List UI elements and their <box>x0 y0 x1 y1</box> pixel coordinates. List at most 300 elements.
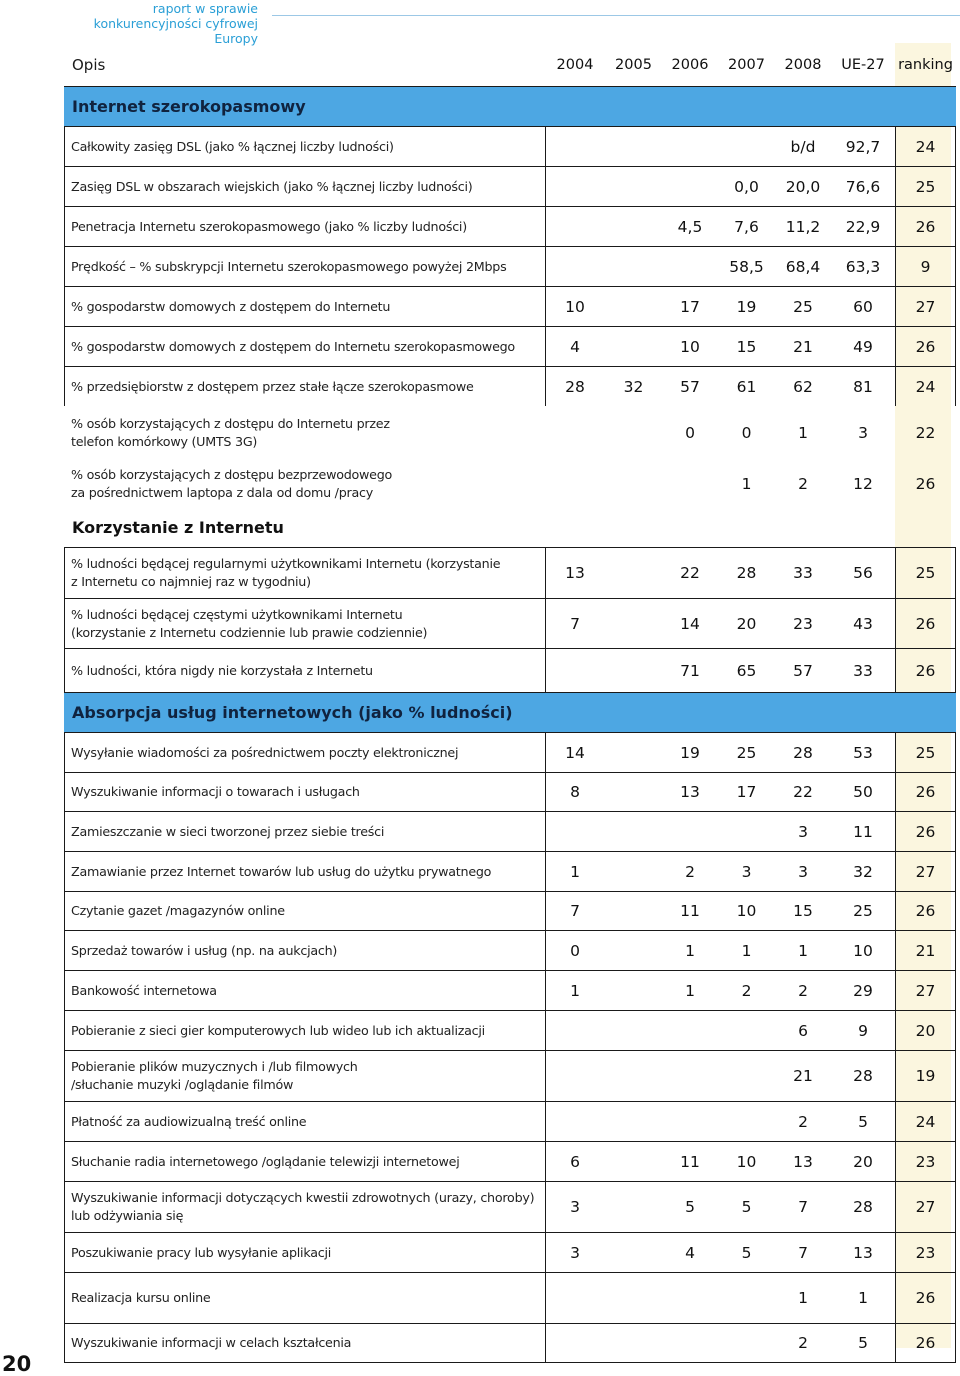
table-row <box>64 126 956 166</box>
row-label-text <box>71 138 394 156</box>
cell-divider <box>64 247 65 286</box>
value-2006: 19 <box>680 743 700 762</box>
row-label-line: Całkowity zasięg DSL (jako % łącznej liczby ludności) <box>71 138 394 154</box>
section-header <box>64 507 956 547</box>
value-2008: 22 <box>793 783 813 801</box>
cell-divider <box>64 773 65 811</box>
value-2007: 0,0 <box>734 177 759 196</box>
cell-divider <box>64 1051 65 1101</box>
value-2008: 13 <box>793 1152 813 1171</box>
value-2004: 13 <box>565 564 585 582</box>
row-label-text <box>71 1058 358 1094</box>
table-row <box>64 326 956 366</box>
value-ranking: 27 <box>915 981 936 1000</box>
value-ue27: 32 <box>853 862 873 881</box>
cell-divider <box>64 1233 65 1272</box>
value-ue27: 5 <box>858 1112 868 1131</box>
cell-divider <box>64 207 65 246</box>
row-label-line: % ludności będącej częstymi użytkownikami Internetu <box>71 606 403 622</box>
value-ranking: 26 <box>915 474 936 493</box>
row-label-line: Czytanie gazet /magazynów online <box>71 903 285 918</box>
value-2008: b/d <box>790 137 816 156</box>
value-2008: 7 <box>798 1198 808 1216</box>
row-label-text <box>71 1244 331 1262</box>
value-ranking: 26 <box>915 1289 936 1307</box>
value-2007: 65 <box>736 661 757 680</box>
table-row <box>64 1010 956 1050</box>
page-number: 20 <box>2 1352 32 1376</box>
value-ranking: 25 <box>915 177 936 196</box>
value-ue27: 76,6 <box>845 177 881 196</box>
row-label-line: Zamawianie przez Internet towarów lub usług do użytku prywatnego <box>71 863 492 879</box>
row-label <box>71 773 360 811</box>
row-label <box>71 406 390 460</box>
value-2004: 4 <box>570 337 580 356</box>
value-2008: 3 <box>798 822 808 841</box>
value-2004: 10 <box>565 297 585 316</box>
value-ranking: 26 <box>915 1334 936 1352</box>
cell-divider <box>545 1102 546 1141</box>
value-ue27: 25 <box>853 902 873 920</box>
value-2006: 1 <box>685 981 695 1000</box>
section-title: Korzystanie z Internetu <box>72 517 284 537</box>
row-label-line: Bankowość internetowa <box>71 982 217 998</box>
value-2007: 5 <box>741 1243 752 1262</box>
value-ue27: 12 <box>853 474 873 493</box>
table-row <box>64 1232 956 1272</box>
value-2004: 1 <box>570 981 580 1000</box>
table-row <box>64 406 956 460</box>
value-ue27: 3 <box>858 424 868 442</box>
value-2008: 20,0 <box>785 177 821 196</box>
column-header-year-2007: 2007 <box>728 56 765 73</box>
value-2008: 33 <box>793 564 813 582</box>
value-2008: 6 <box>798 1021 808 1040</box>
value-2007: 19 <box>736 297 757 316</box>
value-ranking: 26 <box>915 614 936 633</box>
row-label <box>71 127 394 166</box>
row-label <box>71 1324 351 1362</box>
value-2008: 15 <box>793 902 813 920</box>
value-2004: 3 <box>570 1243 580 1262</box>
value-2006: 0 <box>685 424 695 442</box>
row-label-text <box>71 982 217 1000</box>
value-2008: 57 <box>793 661 813 680</box>
row-label-text <box>71 178 472 196</box>
value-2008: 2 <box>798 1334 808 1352</box>
value-2006: 10 <box>680 337 700 356</box>
value-2008: 2 <box>798 981 808 1000</box>
table-row <box>64 1272 956 1323</box>
value-2008: 23 <box>793 614 813 633</box>
cell-divider <box>64 1273 65 1323</box>
value-2006: 13 <box>680 783 700 801</box>
value-2004: 28 <box>565 377 585 396</box>
report-title: raport w sprawie konkurencyjności cyfrowej Europy <box>93 1 258 46</box>
value-ue27: 92,7 <box>845 137 881 156</box>
row-label <box>71 812 384 851</box>
column-header-year-2006: 2006 <box>671 56 709 73</box>
section-header <box>64 692 956 732</box>
value-2004: 8 <box>570 783 580 801</box>
value-2004: 7 <box>570 902 580 920</box>
table-row <box>64 460 956 507</box>
value-ranking: 26 <box>915 217 936 236</box>
table-row <box>64 206 956 246</box>
row-label-line: Prędkość – % subskrypcji Internetu szerokopasmowego powyżej 2Mbps <box>71 258 507 274</box>
row-label-line: Poszukiwanie pracy lub wysyłanie aplikacji <box>71 1244 332 1260</box>
value-2006: 4 <box>685 1243 695 1262</box>
table-row <box>64 547 956 598</box>
row-label <box>71 548 500 598</box>
cell-divider <box>64 1142 65 1181</box>
row-label-text <box>71 555 500 591</box>
row-label-text <box>71 1289 210 1307</box>
row-label-text <box>71 863 491 881</box>
value-2008: 28 <box>793 743 813 762</box>
cell-divider <box>64 1182 65 1232</box>
cell-divider <box>64 548 65 598</box>
value-ue27: 9 <box>858 1021 868 1040</box>
cell-divider <box>64 599 65 648</box>
row-label-line: Sprzedaż towarów i usług (np. na aukcjach) <box>71 942 338 958</box>
value-2004: 0 <box>570 941 580 960</box>
row-label-text <box>71 378 474 396</box>
column-header-ue27: UE-27 <box>841 56 885 73</box>
cell-divider <box>64 892 65 930</box>
value-ue27: 10 <box>853 941 873 960</box>
value-2007: 7,6 <box>734 217 759 236</box>
row-label-text <box>71 902 285 920</box>
value-2008: 21 <box>793 337 813 356</box>
column-header-year-2004: 2004 <box>556 56 594 73</box>
value-2006: 2 <box>685 862 695 881</box>
value-ue27: 60 <box>853 297 873 316</box>
value-2008: 2 <box>798 474 808 493</box>
table-row <box>64 811 956 851</box>
cell-divider <box>64 287 65 326</box>
value-ue27: 43 <box>853 614 873 633</box>
cell-divider <box>545 1273 546 1323</box>
value-ranking: 21 <box>915 941 936 960</box>
value-ue27: 50 <box>853 783 873 801</box>
value-ranking: 23 <box>915 1152 936 1171</box>
value-ranking: 26 <box>915 661 936 680</box>
row-label-line: za pośrednictwem laptopa z dala od domu /pracy <box>71 484 373 500</box>
row-label-line: Zamieszczanie w sieci tworzonej przez siebie treści <box>71 823 385 839</box>
cell-divider <box>545 247 546 286</box>
cell-divider <box>545 167 546 206</box>
cell-divider <box>545 1051 546 1101</box>
row-label-line: % przedsiębiorstw z dostępem przez stałe łącze szerokopasmowe <box>71 378 474 394</box>
cell-divider <box>64 327 65 366</box>
cell-divider <box>64 1011 65 1050</box>
table-row <box>64 166 956 206</box>
section-title: Internet szerokopasmowy <box>72 97 306 116</box>
value-ranking: 27 <box>915 297 936 316</box>
value-2004: 3 <box>570 1198 580 1216</box>
row-label <box>71 1233 331 1272</box>
value-ranking: 24 <box>915 377 936 396</box>
table-row <box>64 1050 956 1101</box>
value-2004: 6 <box>570 1152 580 1171</box>
cell-divider <box>545 649 546 692</box>
indicators-table <box>64 43 956 1363</box>
value-ranking: 26 <box>915 902 936 920</box>
table-row <box>64 732 956 772</box>
table-row <box>64 1323 956 1363</box>
value-ue27: 22,9 <box>845 217 881 236</box>
value-ranking: 19 <box>915 1067 936 1085</box>
row-label <box>71 327 515 366</box>
cell-divider <box>64 167 65 206</box>
table-row <box>64 1101 956 1141</box>
value-2007: 17 <box>736 783 757 801</box>
row-label <box>71 599 427 648</box>
value-2007: 1 <box>741 941 752 960</box>
row-label-text <box>71 823 384 841</box>
value-ue27: 11 <box>853 822 873 841</box>
cell-divider <box>64 733 65 772</box>
cell-divider <box>64 649 65 692</box>
row-label <box>71 247 506 286</box>
value-2008: 2 <box>798 1112 808 1131</box>
value-ue27: 1 <box>858 1289 868 1307</box>
row-label-line: Penetracja Internetu szerokopasmowego (jako % liczby ludności) <box>71 218 467 234</box>
value-ranking: 23 <box>915 1243 936 1262</box>
value-ue27: 53 <box>853 743 873 762</box>
value-2007: 58,5 <box>729 257 764 276</box>
row-label-line: Wyszukiwanie informacji w celach kształcenia <box>71 1335 352 1350</box>
row-label <box>71 1273 210 1323</box>
value-ue27: 20 <box>853 1152 873 1171</box>
table-row <box>64 598 956 648</box>
row-label <box>71 931 337 970</box>
value-2008: 1 <box>798 424 808 442</box>
table-row <box>64 648 956 692</box>
page-header <box>0 0 960 46</box>
row-label <box>71 971 217 1010</box>
cell-divider <box>545 812 546 851</box>
row-label-text <box>71 1113 306 1131</box>
row-label-line: % ludności będącej regularnymi użytkownikami Internetu (korzystanie <box>71 556 501 571</box>
row-label-line: lub odżywiania się <box>71 1208 184 1223</box>
value-ranking: 9 <box>920 257 931 276</box>
row-label-text <box>71 1022 485 1040</box>
row-label-line: Wyszukiwanie informacji dotyczących kwestii zdrowotnych (urazy, choroby) <box>71 1190 535 1205</box>
row-label-text <box>71 1334 351 1352</box>
row-label <box>71 892 285 930</box>
value-2007: 1 <box>741 474 752 493</box>
row-label-text <box>71 415 390 451</box>
value-2006: 11 <box>680 1152 700 1171</box>
row-label <box>71 1102 306 1141</box>
value-2006: 17 <box>680 297 700 316</box>
row-label-text <box>71 783 360 801</box>
table-row <box>64 970 956 1010</box>
value-ranking: 24 <box>915 1112 936 1131</box>
table-row <box>64 891 956 930</box>
row-label-line: % ludności, która nigdy nie korzystała z Internetu <box>71 662 373 678</box>
value-2006: 4,5 <box>677 217 703 236</box>
value-2007: 3 <box>741 862 752 881</box>
cell-divider <box>64 931 65 970</box>
value-2008: 1 <box>798 1289 808 1307</box>
row-label-text <box>71 744 458 762</box>
value-ue27: 28 <box>853 1067 873 1085</box>
cell-divider <box>64 812 65 851</box>
table-row <box>64 772 956 811</box>
cell-divider <box>64 1324 65 1362</box>
value-2007: 2 <box>741 981 752 1000</box>
column-header-ranking: ranking <box>898 56 953 73</box>
value-2006: 57 <box>680 377 700 396</box>
cell-divider <box>64 127 65 166</box>
table-row <box>64 851 956 891</box>
row-label <box>71 1182 534 1232</box>
row-label-line: % osób korzystających z dostępu bezprzewodowego <box>71 466 393 482</box>
value-2006: 71 <box>680 661 700 680</box>
value-ranking: 24 <box>915 137 936 156</box>
row-label-text <box>71 606 427 642</box>
cell-divider <box>545 207 546 246</box>
row-label-text <box>71 218 467 236</box>
value-ue27: 63,3 <box>845 257 881 276</box>
value-ue27: 49 <box>853 337 873 356</box>
value-2004: 1 <box>570 862 580 881</box>
row-label-line: telefon komórkowy (UMTS 3G) <box>71 434 258 449</box>
cell-divider <box>64 367 65 406</box>
row-label-text <box>71 662 373 680</box>
cell-divider <box>64 1102 65 1141</box>
table-row <box>64 1141 956 1181</box>
row-label-text <box>71 1153 460 1171</box>
value-2007: 20 <box>736 614 757 633</box>
value-ue27: 33 <box>853 661 873 680</box>
value-2006: 5 <box>685 1198 695 1216</box>
header-rule <box>272 15 960 16</box>
value-ue27: 13 <box>853 1243 873 1262</box>
value-ranking: 26 <box>915 822 936 841</box>
section-title: Absorpcja usług internetowych (jako % ludności) <box>72 703 513 722</box>
value-ue27: 5 <box>858 1334 868 1352</box>
value-2008: 3 <box>798 862 808 881</box>
cell-divider <box>545 1324 546 1362</box>
column-header-row <box>64 43 956 86</box>
value-2005: 32 <box>623 377 644 396</box>
value-2007: 5 <box>741 1198 752 1216</box>
value-2007: 10 <box>736 902 757 920</box>
row-label-line: Wyszukiwanie informacji o towarach i usługach <box>71 784 360 799</box>
row-label <box>71 1051 358 1101</box>
value-2008: 68,4 <box>785 257 821 276</box>
cell-divider <box>545 1011 546 1050</box>
row-label-line: Słuchanie radia internetowego /oglądanie telewizji internetowej <box>71 1153 460 1169</box>
row-label-text <box>71 258 506 276</box>
column-header-year-2005: 2005 <box>615 56 652 73</box>
value-2004: 14 <box>565 743 585 762</box>
value-2007: 15 <box>736 337 757 356</box>
row-label <box>71 460 392 507</box>
row-label-line: (korzystanie z Internetu codziennie lub prawie codziennie) <box>71 624 428 640</box>
value-2008: 25 <box>793 297 813 316</box>
value-ranking: 27 <box>915 862 936 881</box>
cell-divider <box>545 127 546 166</box>
row-label <box>71 167 472 206</box>
row-label <box>71 852 491 891</box>
value-2008: 11,2 <box>785 217 821 236</box>
value-2007: 61 <box>736 377 757 396</box>
row-label <box>71 733 458 772</box>
row-label <box>71 367 474 406</box>
table-row <box>64 1181 956 1232</box>
row-label <box>71 1011 485 1050</box>
value-ranking: 22 <box>915 424 936 442</box>
cell-divider <box>64 971 65 1010</box>
row-label <box>71 1142 460 1181</box>
column-header-opis: Opis <box>72 55 106 74</box>
table-row <box>64 286 956 326</box>
row-label <box>71 287 390 326</box>
value-ue27: 56 <box>853 564 873 582</box>
value-2004: 7 <box>570 614 580 633</box>
value-ue27: 29 <box>853 981 873 1000</box>
table-row <box>64 930 956 970</box>
row-label-line: Zasięg DSL w obszarach wiejskich (jako % łącznej liczby ludności) <box>71 178 473 194</box>
row-label-line: Płatność za audiowizualną treść online <box>71 1113 307 1129</box>
row-label-line: % gospodarstw domowych z dostępem do Internetu <box>71 298 391 314</box>
row-label-line: z Internetu co najmniej raz w tygodniu) <box>71 574 311 589</box>
row-label-text <box>71 298 390 316</box>
column-header-year-2008: 2008 <box>784 56 822 73</box>
table-row <box>64 246 956 286</box>
row-label-line: Wysyłanie wiadomości za pośrednictwem poczty elektronicznej <box>71 744 459 760</box>
row-label-line: % osób korzystających z dostępu do Internetu przez <box>71 416 390 431</box>
section-header <box>64 86 956 126</box>
value-2007: 28 <box>736 564 757 582</box>
row-label-line: Pobieranie z sieci gier komputerowych lub wideo lub ich aktualizacji <box>71 1022 485 1038</box>
value-2006: 22 <box>680 564 700 582</box>
value-ranking: 27 <box>915 1198 936 1216</box>
value-2006: 14 <box>680 614 700 633</box>
value-2007: 10 <box>736 1152 757 1171</box>
value-2008: 21 <box>793 1067 813 1085</box>
value-ranking: 25 <box>915 743 936 762</box>
value-2008: 1 <box>798 941 808 960</box>
value-2007: 25 <box>736 743 757 762</box>
row-label <box>71 207 467 246</box>
value-ue27: 81 <box>853 377 873 396</box>
value-ranking: 26 <box>915 337 936 356</box>
row-label <box>71 649 373 692</box>
value-2006: 11 <box>680 902 700 920</box>
value-ranking: 26 <box>915 783 936 801</box>
row-label-line: Realizacja kursu online <box>71 1290 211 1305</box>
value-2007: 0 <box>741 424 752 442</box>
value-ranking: 20 <box>915 1021 936 1040</box>
row-label-text <box>71 466 392 502</box>
row-label-line: % gospodarstw domowych z dostępem do Internetu szerokopasmowego <box>71 338 515 354</box>
row-label-text <box>71 942 337 960</box>
row-label-text <box>71 1189 534 1225</box>
value-2008: 62 <box>793 377 813 396</box>
value-ranking: 25 <box>915 564 936 582</box>
row-label-line: /słuchanie muzyki /oglądanie filmów <box>71 1077 294 1092</box>
cell-divider <box>64 852 65 891</box>
value-2008: 7 <box>798 1243 808 1262</box>
table-row <box>64 366 956 406</box>
value-ue27: 28 <box>853 1198 873 1216</box>
